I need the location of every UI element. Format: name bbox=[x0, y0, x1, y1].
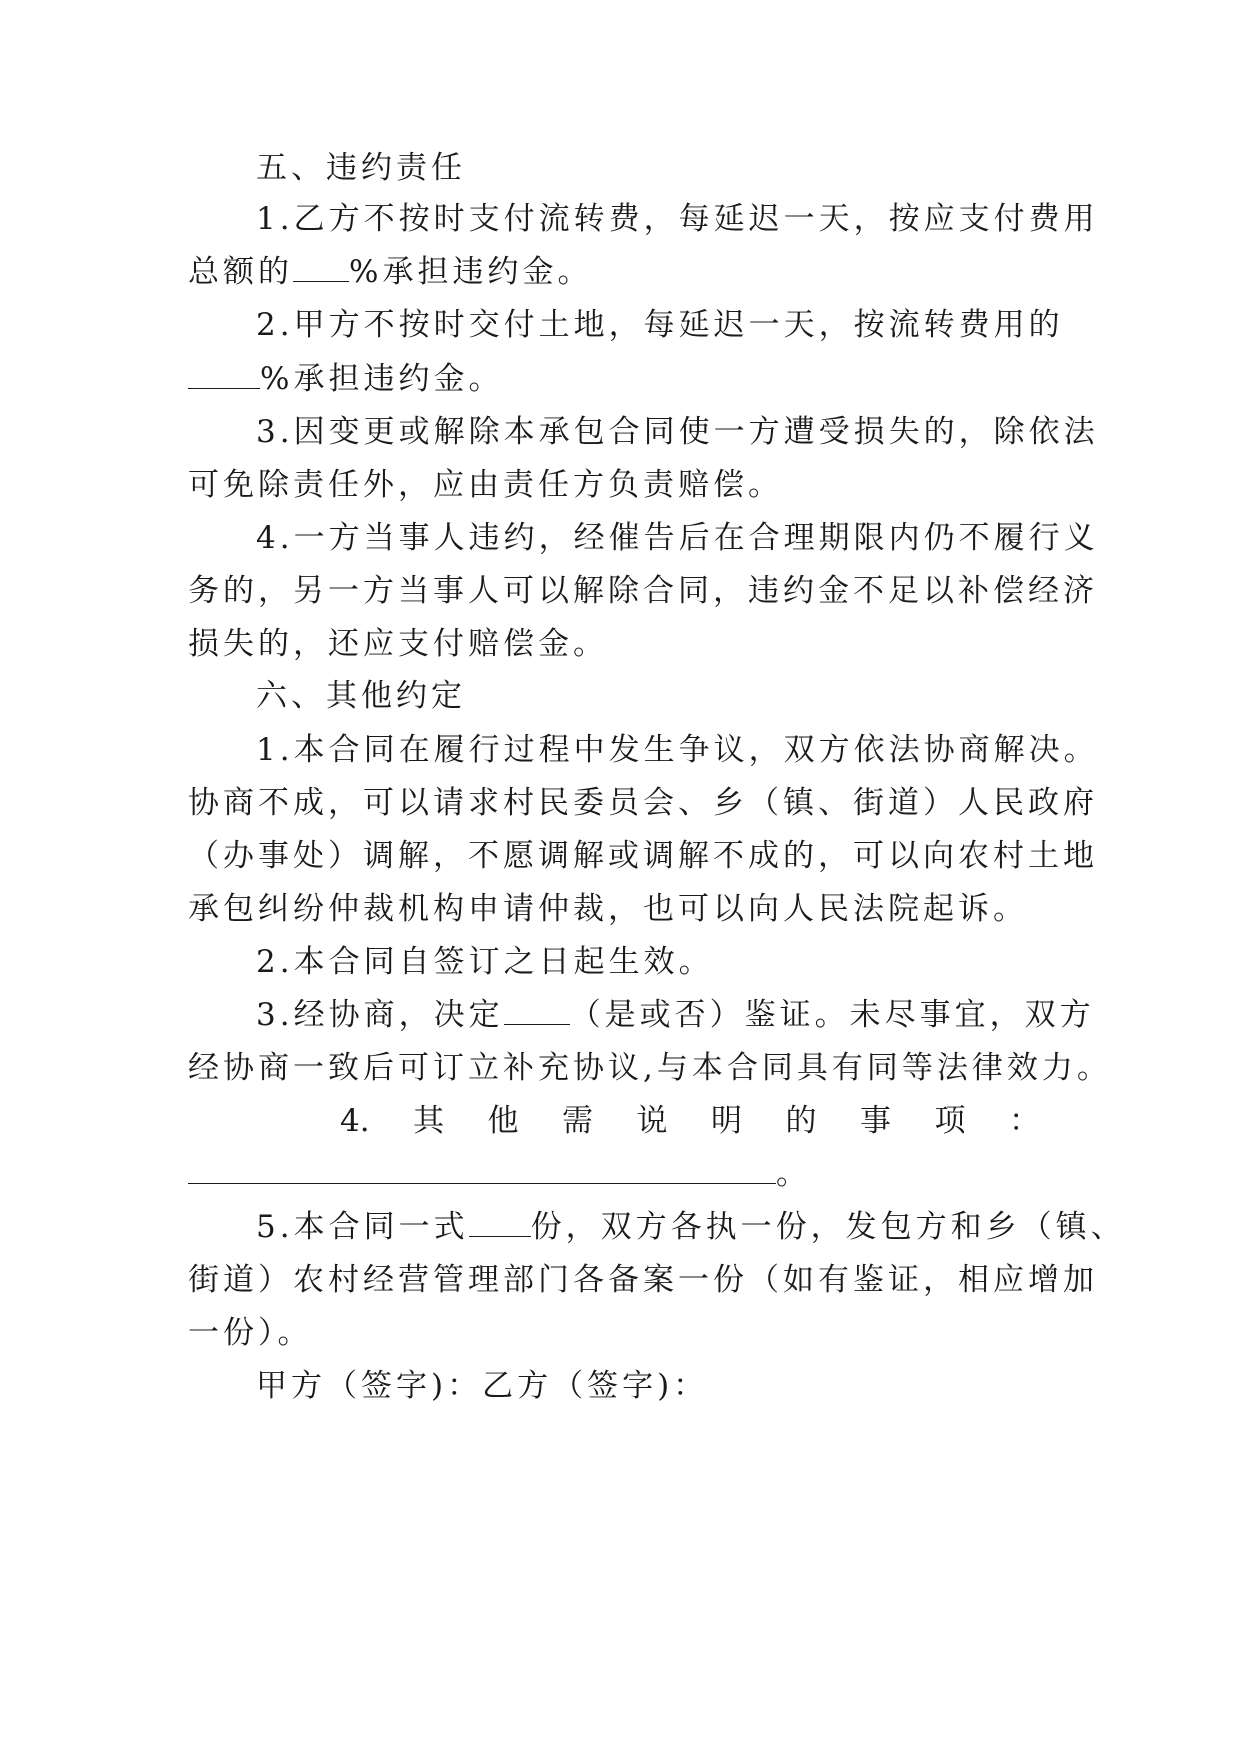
s5-item4-line2: 务的，另一方当事人可以解除合同，违约金不足以补偿经济 bbox=[188, 573, 1098, 609]
s5-item2-text: %承担违约金。 bbox=[260, 361, 504, 397]
s6-item5-line2: 街道）农村经营管理部门各备案一份（如有鉴证，相应增加 bbox=[188, 1262, 1098, 1298]
s6-item4-word: ： bbox=[1008, 1103, 1040, 1139]
s5-item3-line2: 可免除责任外，应由责任方负责赔偿。 bbox=[188, 467, 783, 503]
s5-item4-line3: 损失的，还应支付赔偿金。 bbox=[188, 626, 608, 662]
s6-item4-word: 说 bbox=[636, 1103, 668, 1139]
s6-item4-word: 项 bbox=[934, 1103, 966, 1139]
signature-line: 甲方（签字)：乙方（签字)： bbox=[256, 1368, 709, 1404]
blank-field bbox=[188, 362, 260, 389]
s6-item1-line3: （办事处）调解，不愿调解或调解不成的，可以向农村土地 bbox=[188, 838, 1098, 874]
blank-field bbox=[188, 1157, 776, 1184]
s6-item2: 2.本合同自签订之日起生效。 bbox=[256, 944, 714, 980]
s5-item2-line1: 2.甲方不按时交付土地，每延迟一天，按流转费用的 bbox=[256, 307, 1064, 343]
s6-item4-line1 bbox=[340, 1101, 1040, 1141]
s6-item1-line2: 协商不成，可以请求村民委员会、乡（镇、街道）人民政府 bbox=[188, 785, 1098, 821]
section-5-heading: 五、违约责任 bbox=[256, 150, 466, 186]
blank-field bbox=[504, 998, 570, 1025]
s6-item4-word: 需 bbox=[562, 1103, 594, 1139]
s5-item1-text-a: 总额的 bbox=[188, 254, 293, 290]
s6-item4-word: 其 bbox=[413, 1103, 445, 1139]
s6-item1-line4: 承包纠纷仲裁机构申请仲裁，也可以向人民法院起诉。 bbox=[188, 891, 1028, 927]
s5-item4-line1: 4.一方当事人违约，经催告后在合理期限内仍不履行义 bbox=[256, 520, 1099, 556]
s6-item5-text-b: 份，双方各执一份，发包方和乡（镇、 bbox=[530, 1209, 1126, 1245]
s6-item4-line2 bbox=[188, 1154, 1068, 1194]
s6-item4-word: 事 bbox=[859, 1103, 891, 1139]
s6-item3-line2: 经协商一致后可订立补充协议,与本合同具有同等法律效力。 bbox=[188, 1050, 1112, 1086]
s5-item1-line2 bbox=[188, 252, 1068, 292]
s6-item4-word: 4. bbox=[340, 1103, 370, 1139]
s6-item4-word: 明 bbox=[711, 1103, 742, 1139]
s6-item3-text-a: 3.经协商，决定 bbox=[256, 997, 504, 1033]
s5-item1-line1: 1.乙方不按时支付流转费，每延迟一天，按应支付费用 bbox=[256, 201, 1099, 237]
s6-item4-word: 的 bbox=[785, 1103, 817, 1139]
blank-field bbox=[293, 255, 349, 282]
s5-item2-line2 bbox=[188, 359, 1068, 399]
s6-item5-line3: 一份）。 bbox=[188, 1315, 313, 1351]
s6-item3-text-b: （是或否）鉴证。未尽事宜，双方 bbox=[569, 997, 1095, 1033]
s6-item5-text-a: 5.本合同一式 bbox=[256, 1209, 469, 1245]
s6-item4-word: 他 bbox=[487, 1103, 519, 1139]
s5-item1-text-b: %承担违约金。 bbox=[349, 254, 593, 290]
s6-item4-end: 。 bbox=[776, 1156, 811, 1192]
s5-item3-line1: 3.因变更或解除本承包合同使一方遭受损失的，除依法 bbox=[256, 414, 1099, 450]
s6-item1-line1: 1.本合同在履行过程中发生争议，双方依法协商解决。 bbox=[256, 732, 1099, 768]
s6-item3-line1 bbox=[256, 995, 1136, 1035]
section-6-heading: 六、其他约定 bbox=[256, 678, 466, 714]
s6-item5-line1 bbox=[256, 1207, 1136, 1247]
blank-field bbox=[469, 1210, 531, 1237]
